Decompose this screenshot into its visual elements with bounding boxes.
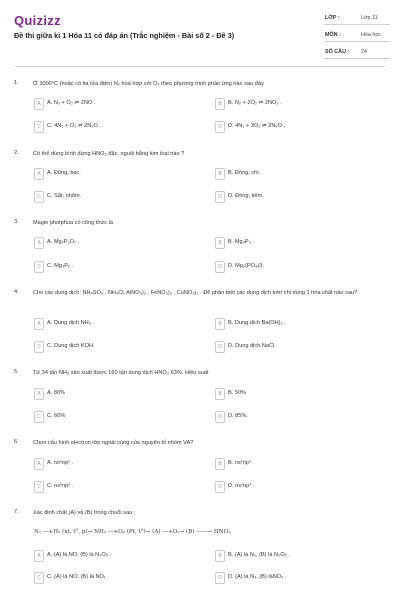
option-label: A. Dung dịch NH₃ . [47,320,95,326]
option-key-box: D [215,411,225,423]
option-key-box: C [34,481,44,493]
class-label: LỚP : [325,15,340,21]
option-label: C. Mg₃P₂ . [47,263,74,269]
class-value: Lớp 11 [361,15,378,21]
option-label: C. ns²np² . [47,483,74,489]
option-key-box: C [34,191,44,203]
meta-panel [324,14,390,65]
option-label: A. 80% [47,390,66,396]
question-number: 2. [14,150,19,156]
option-key-box: C [34,411,44,423]
question-number: 6. [14,439,19,445]
question-text: Magie photphua có công thức là [33,220,113,226]
option-label: B. Mg₃P₂ . [228,239,254,245]
option-label: A. ns²np⁵ . [47,460,74,466]
question-number: 3. [14,219,19,225]
option-label: D. Mg₃(PO₄)3. [228,263,264,269]
option-key-box: C [34,572,44,584]
option-key-box: B [215,168,225,180]
option-label: C. Dung dịch KOH. [47,343,95,349]
page-title: Đề thi giữa kì 1 Hóa 11 có đáp án (Trắc nghiệm - Bài số 2 - Đề 3) [14,31,235,40]
option-key-box: D [215,261,225,273]
option-label: A. N₂ + O₂ ⇌ 2NO . [47,100,96,106]
option-label: B. (A) là N₂, (B) là N₂O₅ . [228,552,290,558]
option-key-box: A [34,318,44,330]
option-key-box: D [215,481,225,493]
option-label: D. 85%. [228,413,248,419]
option-key-box: B [215,550,225,562]
option-label: D. (A) là N₂, (B) làNO₂ . [228,574,287,580]
question-text: Ở 3000°C (hoặc có tia lửa điện) N₂ hoá hợp với O₂ theo phương trình phản ứng nào sau đây [33,81,264,87]
option-key-box: C [34,341,44,353]
option-key-box: D [215,572,225,584]
count-value: 24 [361,49,367,55]
option-label: B. Đồng, chì. [228,170,261,176]
question-text: Xác định chất (A) và (B) trong chuỗi sau : [33,510,136,516]
option-key-box: B [215,458,225,470]
option-key-box: B [215,98,225,110]
option-key-box: C [34,261,44,273]
meta-class [324,14,390,25]
option-key-box: A [34,168,44,180]
question-number: 7. [14,509,19,515]
question-number: 1. [14,80,19,86]
option-key-box: C [34,121,44,133]
option-label: D. Đồng, kẽm. [228,193,264,199]
option-key-box: A [34,98,44,110]
option-key-box: B [215,388,225,400]
reaction-chain: N₂ —+H₂ (xt, t°, p)→ NH₃ —+O₂ (Pt, t°)→ (A) —+O₂→ (B) ——→ HNO₃ [34,529,231,535]
question-text: Có thể dùng bình đựng HNO₃ đặc, nguội bằng kim loại nào ? [33,151,185,157]
option-key-box: A [34,388,44,400]
option-key-box: A [34,237,44,249]
option-label: A. Mg₂P₂O₇ . [47,239,80,245]
option-label: D. ns²np⁴ . [228,483,255,489]
option-key-box: B [215,237,225,249]
option-label: B. 50% [228,390,247,396]
subject-label: MÔN : [325,32,341,38]
option-label: A. (A) là NO, (B) là N₂O₅ . [47,552,112,558]
option-key-box: D [215,341,225,353]
option-key-box: D [215,191,225,203]
quizizz-logo: Quizizz [14,13,61,28]
header-divider [14,66,386,67]
meta-subject [324,31,390,42]
question-text: Chọn cấu hình electron lớp ngoài cùng của nguyên tố nhóm VA? [33,440,194,446]
option-label: A. Đồng, bạc. [47,170,81,176]
option-key-box: A [34,458,44,470]
option-label: C. 4N₂ + O₂ ⇌ 2N₂O . [47,123,101,129]
option-label: C. Sắt, nhôm. [47,193,82,199]
question-number: 5. [14,369,19,375]
question-text: Từ 34 tấn NH₃ sản xuất được 160 tấn dung dịch HNO₃ 63%. Hiệu suất [33,370,209,376]
option-label: D. Dung dịch NaCl. [228,343,276,349]
option-key-box: A [34,550,44,562]
option-label: C. (A) là NO, (B) là NO₂ . [47,574,110,580]
meta-count [324,48,390,59]
option-label: D. 4N₂ + 3O₂ ⇌ 2N₂O . [228,123,286,129]
question-number: 4. [14,289,19,295]
option-label: B. ns²np³ . [228,460,254,466]
question-text: Cho các dung dịch: NH₄SO₄ , NH₄Cl, AlNO₃)₃ , FeNO₃)₃ , CuNO₃)₂ . Để phân biệt các dung dịch trên chỉ dùng 1 hóa chất nào sau? [33,290,358,296]
count-label: SỐ CÂU : [325,49,350,55]
option-label: C. 60% [47,413,66,419]
option-label: B. N₂ + 2O₂ ⇌ 2NO₂ . [228,100,282,106]
option-key-box: B [215,318,225,330]
option-key-box: D [215,121,225,133]
subject-value: Hóa học [361,32,382,38]
option-label: B. Dung dịch Ba(OH)₂ . [228,320,286,326]
